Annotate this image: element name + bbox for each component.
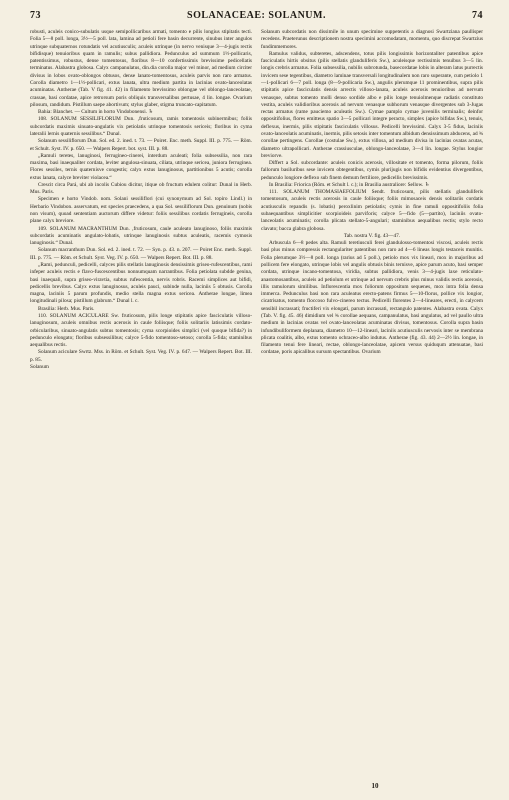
synonymy: Solanum macranthum Dun. Sol. ed. 2. ined. t. 72. — Syn. p. 43. n. 207. — Poiret Enc. meth. Suppl. III. p. 775. — Röm. et Schult. Syst. Veg. IV. p. 650. — Walpers Repert. Bot. III. p. 88. [30, 247, 252, 261]
paragraph: Arbuscula 6—8 pedes alta. Ramuli teretiusculi ferei glandulosso-tomentosi viscosi, aculeis rectis basi plus minus compressis rectangulariter patentibus non raro ad 4—6 lineas longis testaceis munitis. Folia plerumque 3½—8 poll. longa (rarius ad 5 poll.), petiolo mox vix lineari, mox in majoribus ad pollicem fere elongato, utrinque lobis vel angulis obtusis binis ternisve, apice parum acuto, basi semper cordata, utrinque incano-tomentosa, viridia, subtus pallidiora, venis 3—4-jugis laxe reticulato-anastomosantibus, aculeis ad petiolum et utrinque ad nervum crebris plus minus validis rectis acerosis, illis ramulorum similibus. Inflorescentia mox foliorum oppositum sequenes, mox intra folia densa immerca. Pedunculus basi non rara aculeatus erecto-patens firmus 5—10-florus, pollice vix longior, cicatrisatus, tomento floccoso fulvo-cinereo tectus. Pedicelli florentes 2—4-lineares, erecti, in calycem sensibil incrassati; fructiferi vix elongati, parum incrassati, rectangulo patentes. Alabastra ovata. Calyx (Tab. V. fig. 45. 46) dimidium vel ¾ corollae aequans, campanulatus, basi angulatus, ad vel paullo ultra medium in lacinias ovatas vel ovato-lanceolatas acuminatas divisus, tomentosus. Corolla supra basin infundibuliformem deplanata, diametro 10—12-lineari, laciniis acutiusculis nervosis inter se membrana plicata coalitis, albo, extus tomento ochraceo-albo indutus. Antherae (fig. 43. 44) 2—2½ lin. longae, in filamento tenui fere lineari, rectae, oblongo-lanceolatae, apicem versus quiduqum attenuatae, basi cordatae, poris apicalibus sursum spectantibus. Ovarium [261, 240, 483, 356]
right-column [261, 29, 483, 779]
species-heading: 110. SOLANUM ACICULARE Sw. fruticosum, pilis longe stipitatis apice fasciculatis villoso-lanuginosum, aculeis omnibus rectis acerosis in caule foliisque; foliis solitariis latissimis cordato-orbicularibus, sinuato-angulatis subtus tomentosis; cyma scorpioides simplici (vel quoque bifida?) in pedunculo elongato; floribus subsessilibus; calyce 5-fido tomentoso-setoso; corolla 5-fida; staminibus aequalibus rectis. [30, 312, 252, 349]
page-number-left: 73 [30, 10, 41, 21]
species-heading: 111. SOLANUM THOMASIAEFOLIUM Sendt. fruticosum, pilis stellatis glanduliferis tomentosum, aculeis rectis acerosis in caule foliisque; foliis mimosaceis densis solitariis cordatis acutiusculis repandis (s. lobatis) peroxlinim petiolatis; cymis in fine ramuli oppositifoliis folia subaequantibus simplicitier scorpioideis parviforis; calyce 5—fido (5—partito), laciniis ovato-lanceolatis acuminatis; corolla plicata stellato-5-angulari; staminibus aequalibus rectis; stylo recto clavato; bacca glabra globosa. [261, 189, 483, 232]
page-header [30, 10, 483, 24]
paragraph: robusti, aculeis conico-subulatis usque semipollicaribus armati, tomento e pilis longius stipitatis tecti. Folia 5—8 poll. longa, 3½—5 poll. lata, lamina ad petioli fere basin decurrente, sinubus inter angulos utrinque subquaternos rotundatis vel acutiusculis; aculeis utrinque (in nervo venisque 3—4-jugis rectis bifidisque) tenuioribus quam in ramulis; subus pallidiora. Pedunculus ad summum 1½-pollicaris, patentissimus, robustus, dense tomentosus, floribus 8—10 confertissimis brevissime pedicellatis terminatus. Alabastra globosa. Calyx campanulatus, din.dia corolla major vel minor, ad medium circiter divisus in lobos ovato-oblongos obtusos, dense lanato-tomentosus, aculeis parvis non raro armatus. Corolla diametro 1—1½-pollicari, extus lanata, ultra medium partita in lacinias ovato-lanceolatas acuminatas. Antherae (Tab. V fig. 41. 42) in filamento brevissimo oblongae vel oblongo-lanceolatae, crassae, basi cordatae, apice retrorsum poris obliquis transversalibus pertusae, 4 lin. longae. Ovarium pilosum, randidum. Pistillum saepe abortivum; stylus glaber, stigma truncato-capitatum. [30, 29, 252, 108]
locality-note: In Brasilia: Friorica (Röm. et Schult l. c.); in Brasilia australiore: Sellow. ♄ [269, 181, 430, 188]
species-heading: 109. SOLANUM MACRANTHUM Dun. ,fruticosum, caule aculeato lanuginoso, foliis maximis subcordatis acuminatis angulato-lobatis, utrinque lanuginosis subtus aculeatis, racemis cymosis lanuginosis.“ Dunal. [30, 225, 252, 247]
synonymy: Solanum aciculare Swrtz. Mss. in Röm. et Schult. Syst. Veg. IV. p. 647. — Walpers Repert. Bot. III. p. 85. [30, 349, 252, 363]
paragraph: „Ramuli teretes, lanuginosi, ferrugineo-cinerei, interdum aculeati; folia subsessilia, non rara maxima, basi inaequaliter cordata, leviter angulosa-sinuata, ciliata, utrinque sericea, juniora ferruginea. Flores sessiles, ternis quaternisve congestis; calyx extus lanuginosus, partitionibus 5 acutis; corolla extus lanata, calyce breviter violacea.“ [30, 152, 252, 181]
paragraph: „Rami, pedunculi, pedicelli, calyces pilis stellatis lanuginosis densissimis griseo-rufescentibus, rami infeper aculeis rectis e flavo-fuscescentibus nonnumquam narrantibus. Folia petiolata subdde genina, basi inaequali, supra griseo-viravtia, subtus rufescentia, nervis robris. Racemi simplices aut bifidi, pedicellis brevibus. Calyx extus lanuginosus, aculeis pauci, subinde nulla, laciniis 5 obtusis. Corolla magna, laciniis 5 parum profundis, medio stella magna extus sericea. Antherae longae, limea longitudinali pilosa; pistillum glabrum.“ Dunal l. c. [30, 262, 252, 305]
paragraph: Differt a Sol. subcordante: aculeis conicis acerosis, villositate et tomento, forma pilorum, foliis fallorum basiluribus sese invicem obtegentibus, cymis plurijugis non bifidis evidentius divergentibus, pedunculo longiore deflexo sub finem demum fertiliore, pedicellis brevissimis. [261, 160, 483, 181]
plate-reference: Tab. nostra V. fig. 43—47. [343, 232, 401, 239]
synonymy: Solanum sessiliflorum Dun. Sol. ed. 2. ined. t. 73. — Poiret. Enc. meth. Suppl. III. p. 775. — Röm. et Schult. Syst. IV. p. 650. — Walpers Repert. bot. syst. III. p. 88. [30, 138, 252, 152]
locality-note: Bahia: Blanchet. — Cultum in horto Vindobonensi. ♄ [38, 109, 154, 116]
left-column [30, 29, 252, 779]
paragraph: Solanum subcordatis non dissimile in unum specimine suppetentis a diagnosi Swartziana paullisper recedens. Praeterunus descriptionem nostra specimini accomodatam, momentu, quo discrepat Swartzius fundimmemores. [261, 29, 483, 50]
locality-note: Crescit circa Pará, ubi ab incolis Cubiou dicitur, itique ob fructum edulem colitur: Dunal in Herb. Mus. Paris. [30, 181, 252, 196]
paragraph: Specimen e horto Vindob. nom. Solani sessiliflori (cui synonymum ad Sol. topiro Lindl.) in Herbario Vindobon. asservatum, est species praecedens, a qua Sol. sessiliflorum Dun. genuinum (nobis non visum), quoad sententiam auctorum differe videtur: foliis sessilibus cordatis ferrugineis, corolla plane calyx breviore. [30, 196, 252, 225]
signature-mark: 10 [371, 782, 379, 790]
paragraph: Ramulus validus, subteretes, adscendens, totus pilis longissimis horizontaliter patentibus apice fasciculatis hirtis obsitus (pilis stellatis glanduliferis Sw.), aculeisque rectissimis tenuibus 3—5 lin. longis crebris armatus. Folia subsessilia, nubilis subrotunda, basecordatae lobis in alteram latus purrectis invicem sese tegentibus, diametro laminae transversali longitudinalem non raro superante, cum petiolo 1—1-pollicari 6—7 poll. longa (8—9-pollicaria Sw.), angulis plerumque 11 prominentibus, supra pilis stipitatis apice fasciculatis densis arrectis villoso-lanata, aculeis acerosis tenuioribus ad nervum venasque, subtus tomento molli denso sordide albo e pilis longe tenuiolmenque radiatis constituto vestita, aculeis validioribus acerosis ad nervum venasque subhorum venasque divergentes sub 3-Jugas rectas armatus (rame pauciemo aculeatis Sw.). Cymae pamplo cymae juvenilis terminalis; deinfor oppositifolius, flores emitteus spatio 3—5 pollicari integre peracto, simplex (apice bifidas Sw.), tenuis, deflexus, inermis, pilis stipitatis fasciculatis villosus. Pedicelli brevissimi. Calyx 3-5 fidus, laciniis ovato-lanceolatis acuminatis, inermis, pilis setosis inter tomentum albidum densissimum abducens, ad ¾ corollae pertingens. Corollae (costulae Sw.), extus villosa, ad medium divisa in lacinias ovatas acutas, diametro ultrapollicari. Antherae crassiusculae, oblongo-lanceolatae, 3—4 lin. longae. Stylus longior breviorve. [261, 50, 483, 159]
running-title: SOLANACEAE: SOLANUM. [187, 10, 326, 21]
locality-note: Brasilia: Herb. Mus. Paris. [38, 305, 95, 312]
catchword: Solanum [30, 363, 49, 370]
page-number-right: 74 [472, 10, 483, 21]
species-heading: 108. SOLANUM SESSILIFLORUM Dun. ,fruticosum, ramis tomentosis subinermibus; foliis subcordatis maximis sinuato-angulatis vix petiolatis utrinque tomentosis sericeis; floribus in cyma lateralii lernis quaternis sessilibus.“ Dunal. [30, 116, 252, 137]
